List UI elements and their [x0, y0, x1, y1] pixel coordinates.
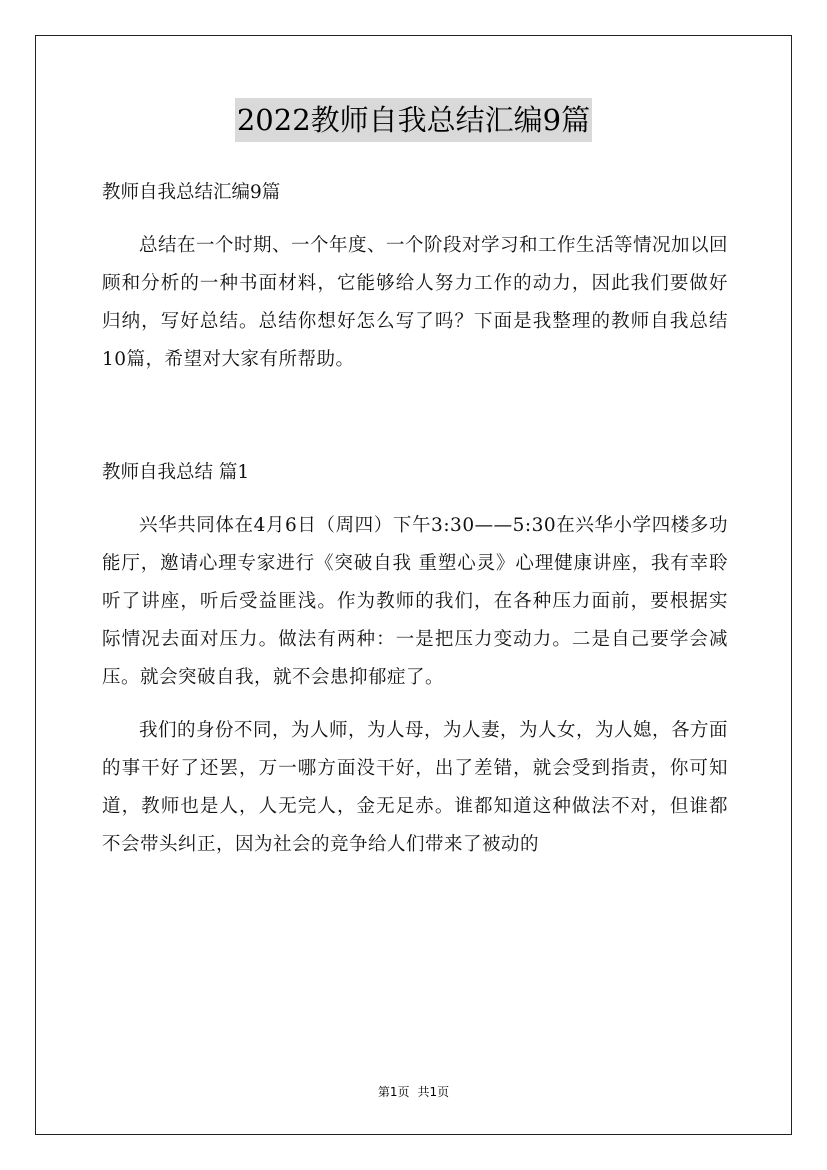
- title-container: [0, 98, 827, 142]
- document-body: [102, 174, 728, 864]
- section-paragraph-2: 我们的身份不同，为人师，为人母，为人妻，为人女，为人媳，各方面的事干好了还罢，万一哪方面没干好，出了差错，就会受到指责，你可知道，教师也是人，人无完人，金无足赤。谁都知道这种做法不对，但谁都不会带头纠正，因为社会的竞争给人们带来了被动的: [102, 720, 729, 855]
- document-subtitle: 教师自我总结汇编9篇: [102, 182, 281, 203]
- page-total: 共1页: [417, 1085, 450, 1099]
- page-number: 第1页: [377, 1085, 410, 1099]
- page-footer: [0, 1083, 827, 1100]
- section-paragraph-1: 兴华共同体在4月6日（周四）下午3:30——5:30在兴华小学四楼多功能厅，邀请心理专家进行《突破自我 重塑心灵》心理健康讲座，我有幸聆听了讲座，听后受益匪浅。作为教师的我们，在各种压力面前，要根据实际情况去面对压力。做法有两种：一是把压力变动力。二是自己要学会减压。就会突破自我，就不会患抑郁症了。: [102, 515, 728, 688]
- document-title: 2022教师自我总结汇编9篇: [235, 98, 592, 142]
- intro-paragraph: 总结在一个时期、一个年度、一个阶段对学习和工作生活等情况加以回顾和分析的一种书面材料，它能够给人努力工作的动力，因此我们要做好归纳，写好总结。总结你想好怎么写了吗？下面是我整理的教师自我总结10篇，希望对大家有所帮助。: [102, 235, 729, 370]
- section-heading: 教师自我总结 篇1: [102, 462, 250, 483]
